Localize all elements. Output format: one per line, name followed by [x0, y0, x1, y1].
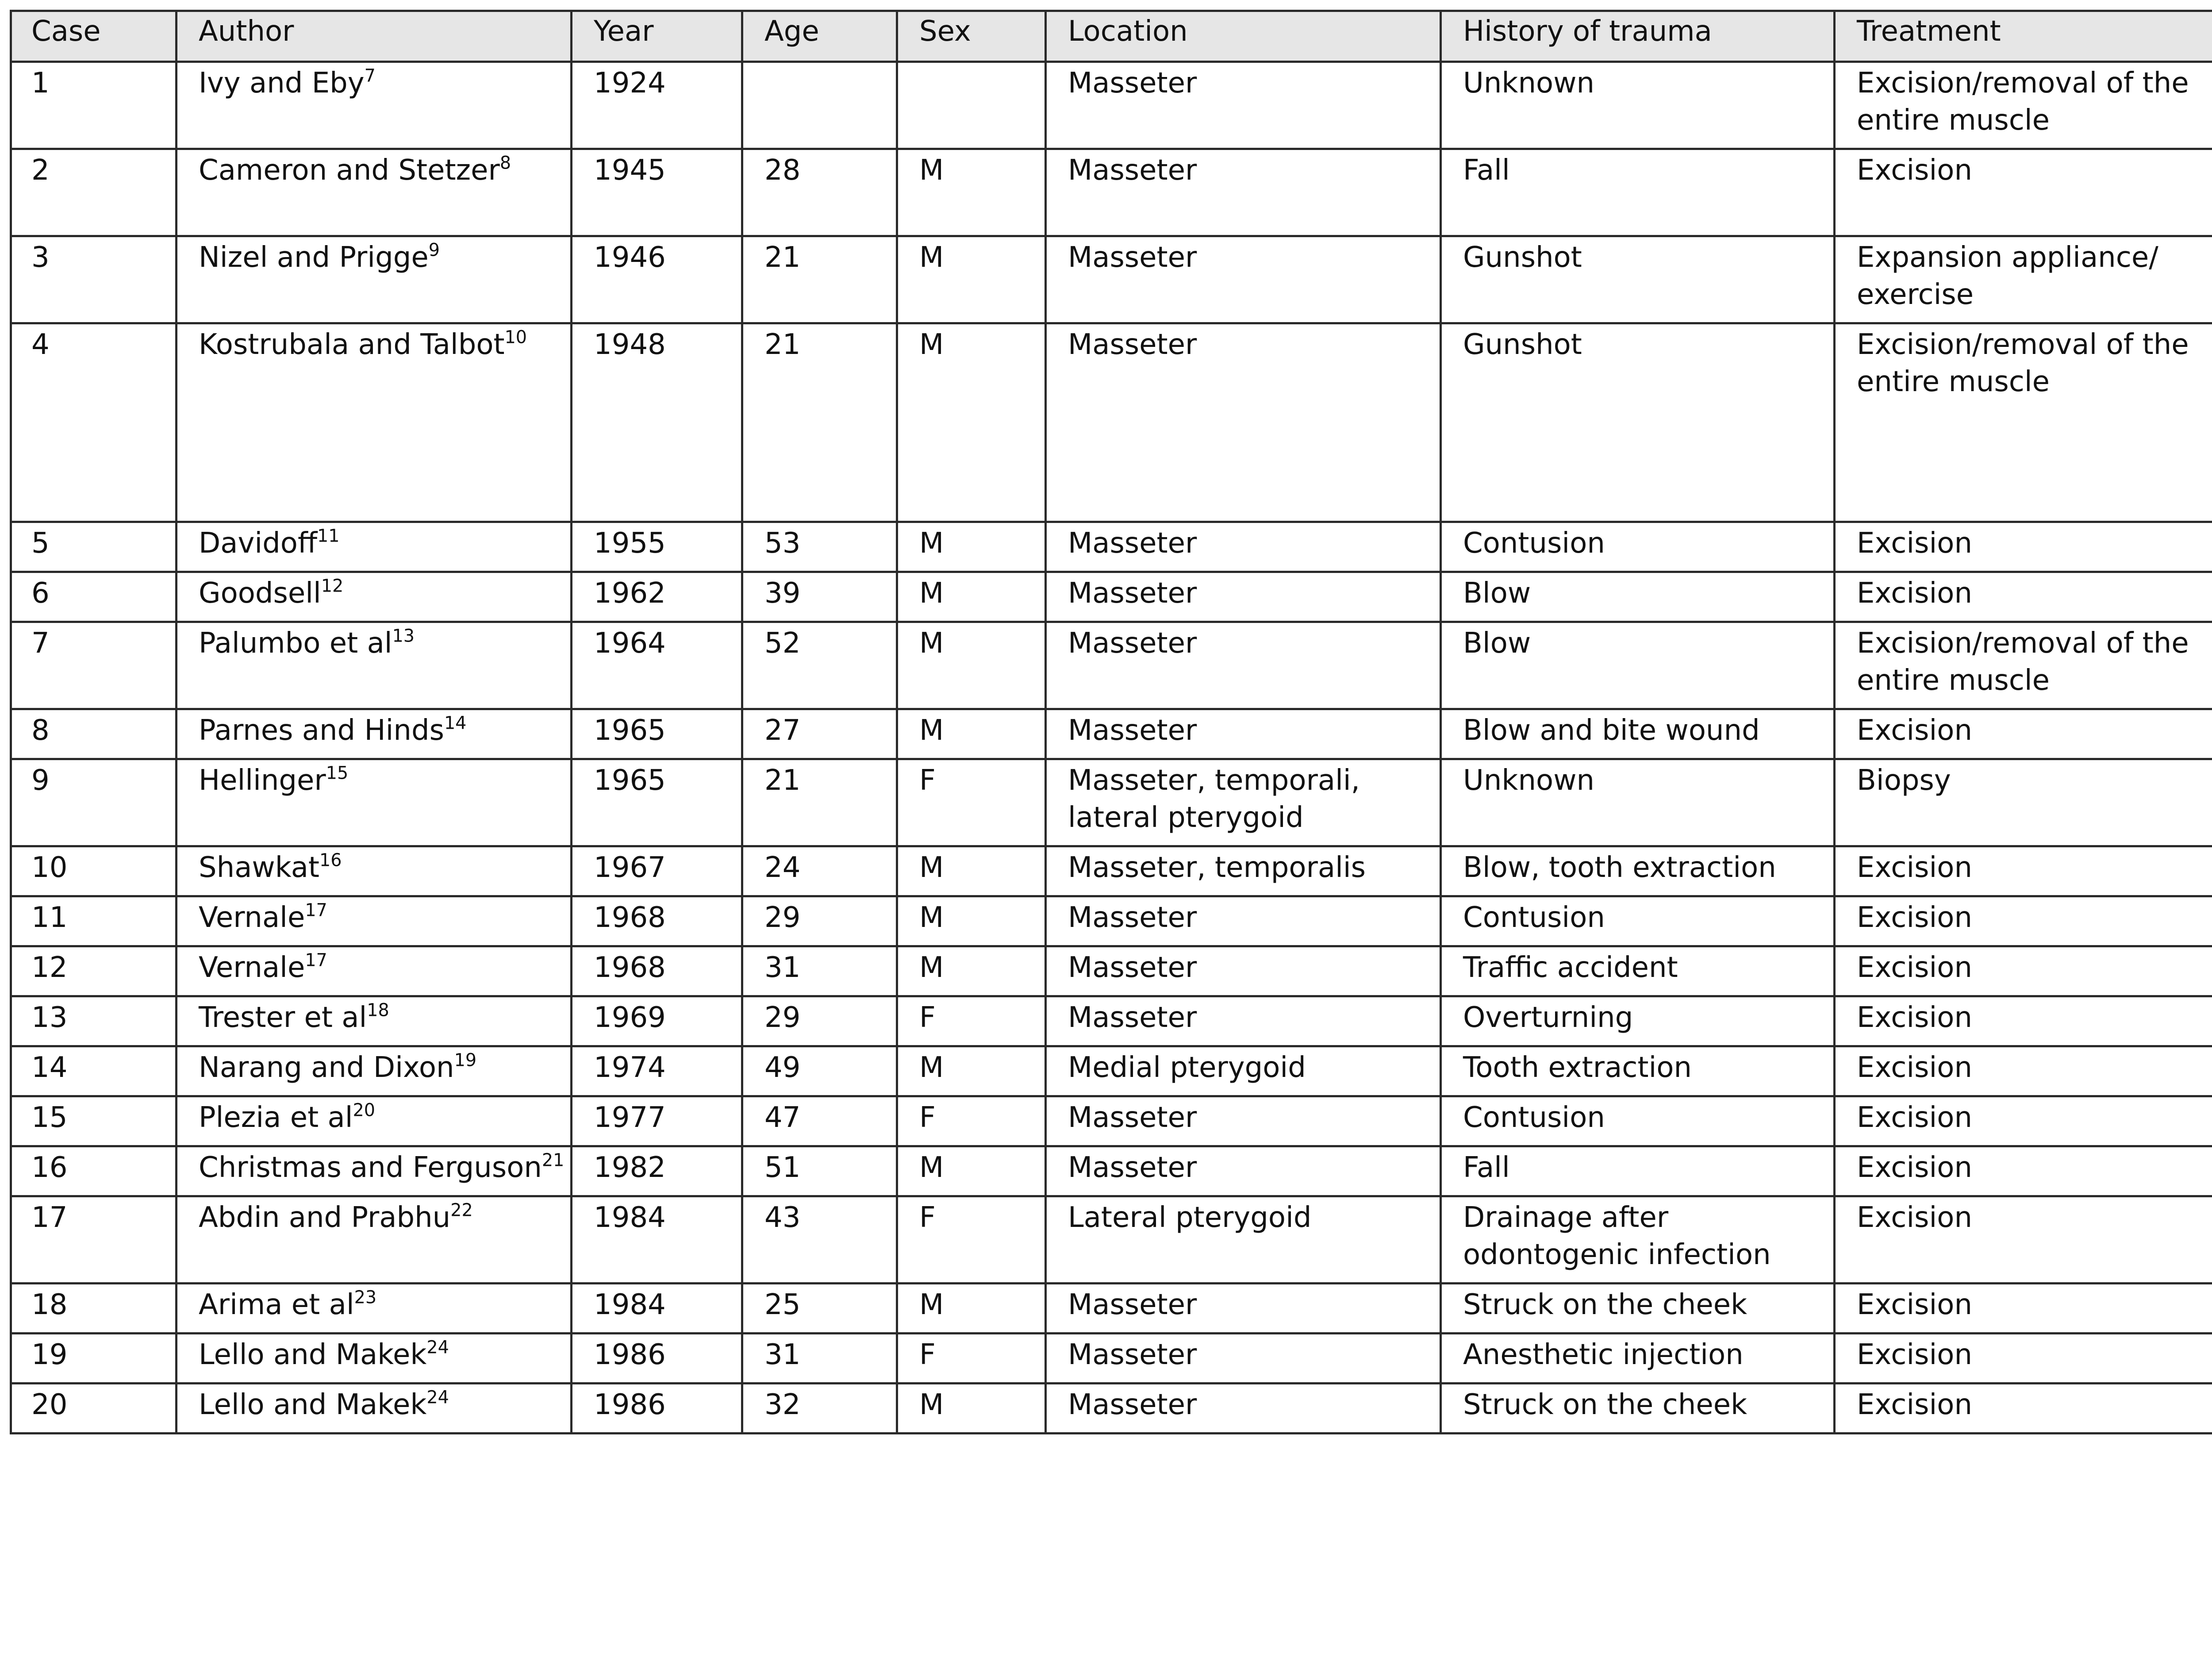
cell-case: 5 — [11, 522, 177, 572]
cell-author — [177, 759, 572, 846]
cell-author — [177, 1334, 572, 1384]
cell-history-of-trauma: Blow and bite wound — [1441, 709, 1835, 759]
table-row — [11, 149, 2212, 236]
cell-author — [177, 522, 572, 572]
reference-number: 21 — [541, 1150, 565, 1171]
cell-case: 14 — [11, 1046, 177, 1096]
cell-sex: F — [897, 759, 1046, 846]
header-sex: Sex — [897, 11, 1046, 62]
cell-author — [177, 236, 572, 323]
reference-number: 16 — [319, 850, 342, 871]
cell-case: 18 — [11, 1284, 177, 1334]
author-name: Cameron and Stetzer — [199, 154, 500, 187]
cell-treatment: Excision — [1835, 149, 2212, 236]
cell-location: Masseter — [1046, 522, 1441, 572]
cell-history-of-trauma: Blow, tooth extraction — [1441, 846, 1835, 896]
cell-sex: M — [897, 1146, 1046, 1196]
table-row — [11, 323, 2212, 522]
author-name: Trester et al — [199, 1001, 367, 1034]
cell-sex: M — [897, 323, 1046, 522]
reference-number: 14 — [444, 713, 467, 734]
cell-age: 53 — [742, 522, 897, 572]
cell-sex: M — [897, 622, 1046, 709]
cell-history-of-trauma: Gunshot — [1441, 236, 1835, 323]
cell-sex: M — [897, 1046, 1046, 1096]
cell-history-of-trauma: Blow — [1441, 572, 1835, 622]
table-row — [11, 946, 2212, 996]
author-name: Lello and Makek — [199, 1388, 427, 1421]
cell-age: 39 — [742, 572, 897, 622]
cell-treatment: Excision — [1835, 1334, 2212, 1384]
reference-number: 18 — [367, 1000, 389, 1021]
cell-sex: M — [897, 522, 1046, 572]
cell-author — [177, 896, 572, 946]
cell-location: Masseter — [1046, 62, 1441, 149]
cell-year: 1924 — [572, 62, 742, 149]
reference-number: 17 — [305, 900, 327, 921]
cell-sex: M — [897, 896, 1046, 946]
header-treatment: Treatment — [1835, 11, 2212, 62]
cell-author — [177, 1196, 572, 1284]
author-name: Vernale — [199, 901, 305, 934]
cell-case: 15 — [11, 1096, 177, 1146]
cell-treatment: Excision — [1835, 1146, 2212, 1196]
reference-number: 22 — [450, 1200, 473, 1221]
cell-age: 21 — [742, 323, 897, 522]
author-name: Shawkat — [199, 851, 319, 884]
table-header — [11, 11, 2212, 62]
table-row — [11, 572, 2212, 622]
cell-sex: F — [897, 1334, 1046, 1384]
cell-treatment: Excision — [1835, 896, 2212, 946]
author-name: Vernale — [199, 951, 305, 984]
cell-location: Masseter — [1046, 709, 1441, 759]
reference-number: 20 — [353, 1100, 375, 1121]
cell-year: 1986 — [572, 1334, 742, 1384]
reference-number: 24 — [426, 1387, 449, 1408]
cell-author — [177, 1096, 572, 1146]
cell-year: 1946 — [572, 236, 742, 323]
cell-age: 31 — [742, 946, 897, 996]
cell-location: Masseter — [1046, 236, 1441, 323]
header-case: Case — [11, 11, 177, 62]
cell-case: 17 — [11, 1196, 177, 1284]
cell-year: 1955 — [572, 522, 742, 572]
cell-year: 1977 — [572, 1096, 742, 1146]
cell-history-of-trauma: Struck on the cheek — [1441, 1384, 1835, 1434]
cell-year: 1974 — [572, 1046, 742, 1096]
cell-age: 29 — [742, 996, 897, 1046]
table-row — [11, 896, 2212, 946]
cell-case: 13 — [11, 996, 177, 1046]
cell-location: Masseter — [1046, 149, 1441, 236]
cell-treatment: Excision — [1835, 522, 2212, 572]
cell-treatment: Excision/removal of the entire muscle — [1835, 622, 2212, 709]
cell-history-of-trauma: Anesthetic injection — [1441, 1334, 1835, 1384]
cell-sex: F — [897, 996, 1046, 1046]
table-row — [11, 1196, 2212, 1284]
reference-number: 13 — [392, 626, 415, 646]
header-history-of-trauma: History of trauma — [1441, 11, 1835, 62]
table-row — [11, 622, 2212, 709]
header-author: Author — [177, 11, 572, 62]
cell-location: Masseter — [1046, 1334, 1441, 1384]
cell-age: 21 — [742, 759, 897, 846]
author-name: Abdin and Prabhu — [199, 1201, 451, 1234]
author-name: Plezia et al — [199, 1101, 353, 1134]
cell-treatment: Excision — [1835, 846, 2212, 896]
cell-case: 6 — [11, 572, 177, 622]
table-row — [11, 236, 2212, 323]
cell-sex: M — [897, 572, 1046, 622]
cell-year: 1945 — [572, 149, 742, 236]
cell-treatment: Excision — [1835, 946, 2212, 996]
cell-age: 29 — [742, 896, 897, 946]
cell-treatment: Excision/removal of the entire muscle — [1835, 62, 2212, 149]
reference-number: 8 — [499, 153, 511, 173]
cell-case: 9 — [11, 759, 177, 846]
cell-location: Masseter — [1046, 896, 1441, 946]
cell-history-of-trauma: Contusion — [1441, 896, 1835, 946]
cell-age: 32 — [742, 1384, 897, 1434]
table-row — [11, 1096, 2212, 1146]
table-row — [11, 1384, 2212, 1434]
author-name: Goodsell — [199, 577, 321, 610]
table-row — [11, 1284, 2212, 1334]
cell-case: 7 — [11, 622, 177, 709]
reference-number: 23 — [354, 1287, 377, 1308]
cell-location: Masseter — [1046, 1284, 1441, 1334]
cell-year: 1984 — [572, 1196, 742, 1284]
cell-sex: M — [897, 236, 1046, 323]
cell-case: 8 — [11, 709, 177, 759]
cell-age: 21 — [742, 236, 897, 323]
reference-number: 7 — [364, 65, 376, 86]
cell-location: Masseter — [1046, 1096, 1441, 1146]
cell-treatment: Excision — [1835, 1196, 2212, 1284]
author-name: Palumbo et al — [199, 627, 392, 660]
table-row — [11, 1046, 2212, 1096]
cell-year: 1982 — [572, 1146, 742, 1196]
cell-sex — [897, 62, 1046, 149]
cell-treatment: Excision — [1835, 996, 2212, 1046]
cell-sex: M — [897, 709, 1046, 759]
cell-location: Masseter — [1046, 622, 1441, 709]
cell-case: 1 — [11, 62, 177, 149]
cell-location: Masseter — [1046, 1146, 1441, 1196]
cell-sex: M — [897, 846, 1046, 896]
cell-case: 19 — [11, 1334, 177, 1384]
cell-treatment: Excision — [1835, 1096, 2212, 1146]
table-row — [11, 1334, 2212, 1384]
cell-age: 43 — [742, 1196, 897, 1284]
reference-number: 17 — [305, 950, 327, 971]
reference-number: 10 — [504, 327, 527, 348]
cell-history-of-trauma: Gunshot — [1441, 323, 1835, 522]
cell-year: 1948 — [572, 323, 742, 522]
author-name: Christmas and Ferguson — [199, 1151, 542, 1184]
author-name: Parnes and Hinds — [199, 714, 444, 747]
table-row — [11, 1146, 2212, 1196]
cell-author — [177, 846, 572, 896]
cell-age: 31 — [742, 1334, 897, 1384]
cell-author — [177, 1384, 572, 1434]
cell-history-of-trauma: Contusion — [1441, 1096, 1835, 1146]
case-table — [10, 10, 2212, 1434]
cell-case: 4 — [11, 323, 177, 522]
table-row — [11, 709, 2212, 759]
cell-sex: M — [897, 946, 1046, 996]
cell-history-of-trauma: Contusion — [1441, 522, 1835, 572]
cell-sex: M — [897, 1284, 1046, 1334]
cell-treatment: Expansion appliance/ exercise — [1835, 236, 2212, 323]
author-name: Nizel and Prigge — [199, 241, 429, 274]
cell-history-of-trauma: Traffic accident — [1441, 946, 1835, 996]
author-name: Hellinger — [199, 764, 326, 797]
cell-year: 1986 — [572, 1384, 742, 1434]
header-age: Age — [742, 11, 897, 62]
cell-treatment: Excision — [1835, 1384, 2212, 1434]
cell-location: Masseter — [1046, 572, 1441, 622]
cell-location: Masseter, temporali, lateral pterygoid — [1046, 759, 1441, 846]
cell-age — [742, 62, 897, 149]
cell-year: 1965 — [572, 759, 742, 846]
cell-history-of-trauma: Struck on the cheek — [1441, 1284, 1835, 1334]
cell-treatment: Biopsy — [1835, 759, 2212, 846]
cell-history-of-trauma: Blow — [1441, 622, 1835, 709]
cell-case: 20 — [11, 1384, 177, 1434]
table-body — [11, 62, 2212, 1434]
cell-author — [177, 1046, 572, 1096]
cell-year: 1984 — [572, 1284, 742, 1334]
cell-author — [177, 709, 572, 759]
cell-year: 1969 — [572, 996, 742, 1046]
reference-number: 9 — [428, 240, 440, 261]
reference-number: 12 — [321, 576, 344, 596]
cell-treatment: Excision/removal of the entire muscle — [1835, 323, 2212, 522]
cell-age: 47 — [742, 1096, 897, 1146]
reference-number: 15 — [326, 763, 349, 784]
author-name: Davidoff — [199, 527, 318, 560]
header-row — [11, 11, 2212, 62]
cell-age: 27 — [742, 709, 897, 759]
header-location: Location — [1046, 11, 1441, 62]
cell-author — [177, 323, 572, 522]
cell-author — [177, 946, 572, 996]
cell-age: 28 — [742, 149, 897, 236]
cell-sex: M — [897, 1384, 1046, 1434]
author-name: Ivy and Eby — [199, 67, 365, 100]
table-row — [11, 62, 2212, 149]
cell-history-of-trauma: Fall — [1441, 149, 1835, 236]
cell-case: 3 — [11, 236, 177, 323]
cell-history-of-trauma: Overturning — [1441, 996, 1835, 1046]
cell-location: Medial pterygoid — [1046, 1046, 1441, 1096]
cell-year: 1962 — [572, 572, 742, 622]
cell-year: 1968 — [572, 946, 742, 996]
cell-history-of-trauma: Fall — [1441, 1146, 1835, 1196]
cell-history-of-trauma: Unknown — [1441, 62, 1835, 149]
cell-author — [177, 149, 572, 236]
cell-history-of-trauma: Drainage after odontogenic infection — [1441, 1196, 1835, 1284]
header-year: Year — [572, 11, 742, 62]
cell-age: 51 — [742, 1146, 897, 1196]
cell-author — [177, 1146, 572, 1196]
cell-author — [177, 62, 572, 149]
cell-age: 52 — [742, 622, 897, 709]
cell-sex: M — [897, 149, 1046, 236]
cell-case: 10 — [11, 846, 177, 896]
reference-number: 24 — [426, 1337, 449, 1358]
cell-year: 1965 — [572, 709, 742, 759]
author-name: Lello and Makek — [199, 1338, 427, 1371]
table-row — [11, 522, 2212, 572]
cell-location: Masseter — [1046, 1384, 1441, 1434]
cell-location: Lateral pterygoid — [1046, 1196, 1441, 1284]
cell-location: Masseter — [1046, 946, 1441, 996]
cell-case: 11 — [11, 896, 177, 946]
cell-treatment: Excision — [1835, 709, 2212, 759]
cell-location: Masseter — [1046, 323, 1441, 522]
cell-history-of-trauma: Unknown — [1441, 759, 1835, 846]
case-table-container — [10, 10, 2212, 1434]
table-row — [11, 846, 2212, 896]
author-name: Arima et al — [199, 1288, 354, 1321]
cell-author — [177, 572, 572, 622]
cell-age: 24 — [742, 846, 897, 896]
cell-treatment: Excision — [1835, 1046, 2212, 1096]
author-name: Kostrubala and Talbot — [199, 328, 505, 361]
reference-number: 19 — [454, 1050, 477, 1071]
cell-case: 2 — [11, 149, 177, 236]
cell-treatment: Excision — [1835, 572, 2212, 622]
cell-sex: F — [897, 1096, 1046, 1146]
cell-treatment: Excision — [1835, 1284, 2212, 1334]
cell-age: 49 — [742, 1046, 897, 1096]
cell-author — [177, 622, 572, 709]
cell-age: 25 — [742, 1284, 897, 1334]
cell-case: 12 — [11, 946, 177, 996]
cell-year: 1964 — [572, 622, 742, 709]
table-row — [11, 996, 2212, 1046]
author-name: Narang and Dixon — [199, 1051, 454, 1084]
cell-year: 1967 — [572, 846, 742, 896]
cell-sex: F — [897, 1196, 1046, 1284]
cell-author — [177, 1284, 572, 1334]
table-row — [11, 759, 2212, 846]
cell-location: Masseter, temporalis — [1046, 846, 1441, 896]
cell-location: Masseter — [1046, 996, 1441, 1046]
cell-author — [177, 996, 572, 1046]
reference-number: 11 — [317, 526, 340, 546]
cell-history-of-trauma: Tooth extraction — [1441, 1046, 1835, 1096]
cell-year: 1968 — [572, 896, 742, 946]
cell-case: 16 — [11, 1146, 177, 1196]
